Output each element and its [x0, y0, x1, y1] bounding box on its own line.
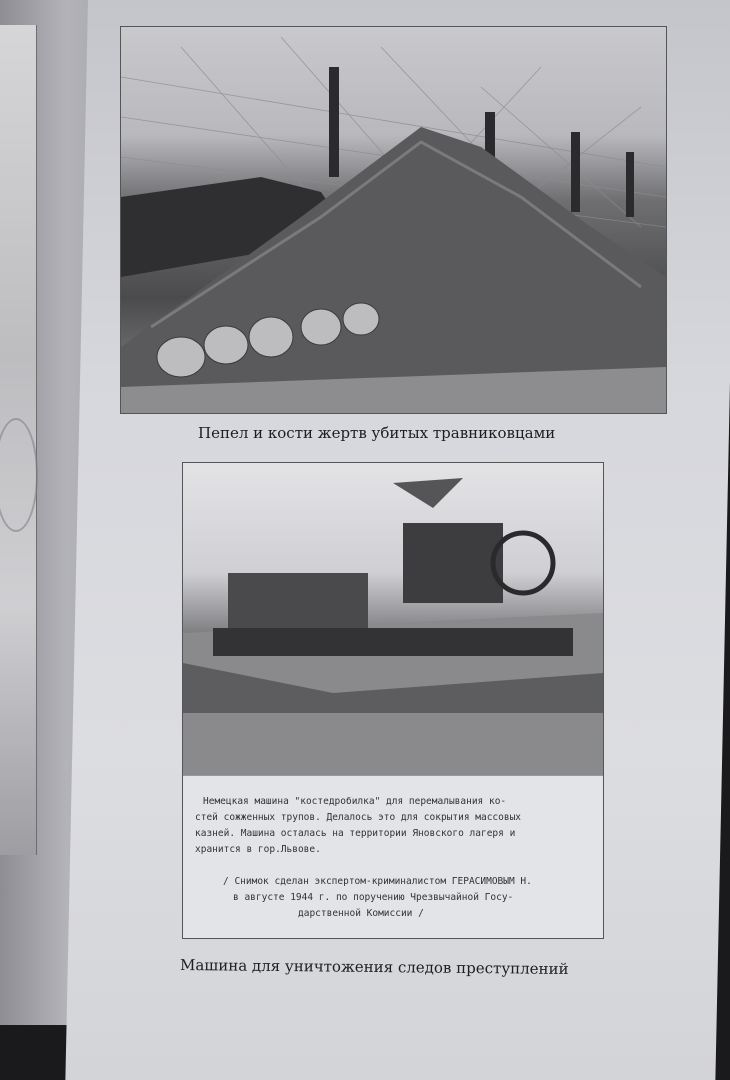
- typed-line: дарственной Комиссии /: [298, 908, 424, 919]
- typed-line: казней. Машина осталась на территории Яновского лагеря и: [195, 828, 516, 839]
- ash-and-bones-photo: [120, 26, 667, 414]
- typed-document-text: [183, 775, 603, 939]
- bone-crusher-machine-photo: [182, 462, 604, 939]
- typed-line: в августе 1944 г. по поручению Чрезвычайной Госу-: [233, 892, 514, 903]
- machine-photo-image: [183, 463, 603, 775]
- typed-line: Немецкая машина "костедробилка" для перемалывания ко-: [203, 796, 507, 807]
- typed-line: стей сожженных трупов. Делалось это для сокрытия массовых: [195, 812, 522, 823]
- bone-crusher-illustration: [183, 463, 603, 775]
- ash-and-bones-illustration: [121, 27, 666, 413]
- caption-bottom: Машина для уничтожения следов преступлений: [179, 955, 569, 979]
- caption-top: Пепел и кости жертв убитых травниковцами: [198, 424, 556, 442]
- typed-line: / Снимок сделан экспертом-криминалистом ГЕРАСИМОВЫМ Н.: [223, 876, 532, 887]
- typed-line: хранится в гор.Львове.: [195, 844, 321, 855]
